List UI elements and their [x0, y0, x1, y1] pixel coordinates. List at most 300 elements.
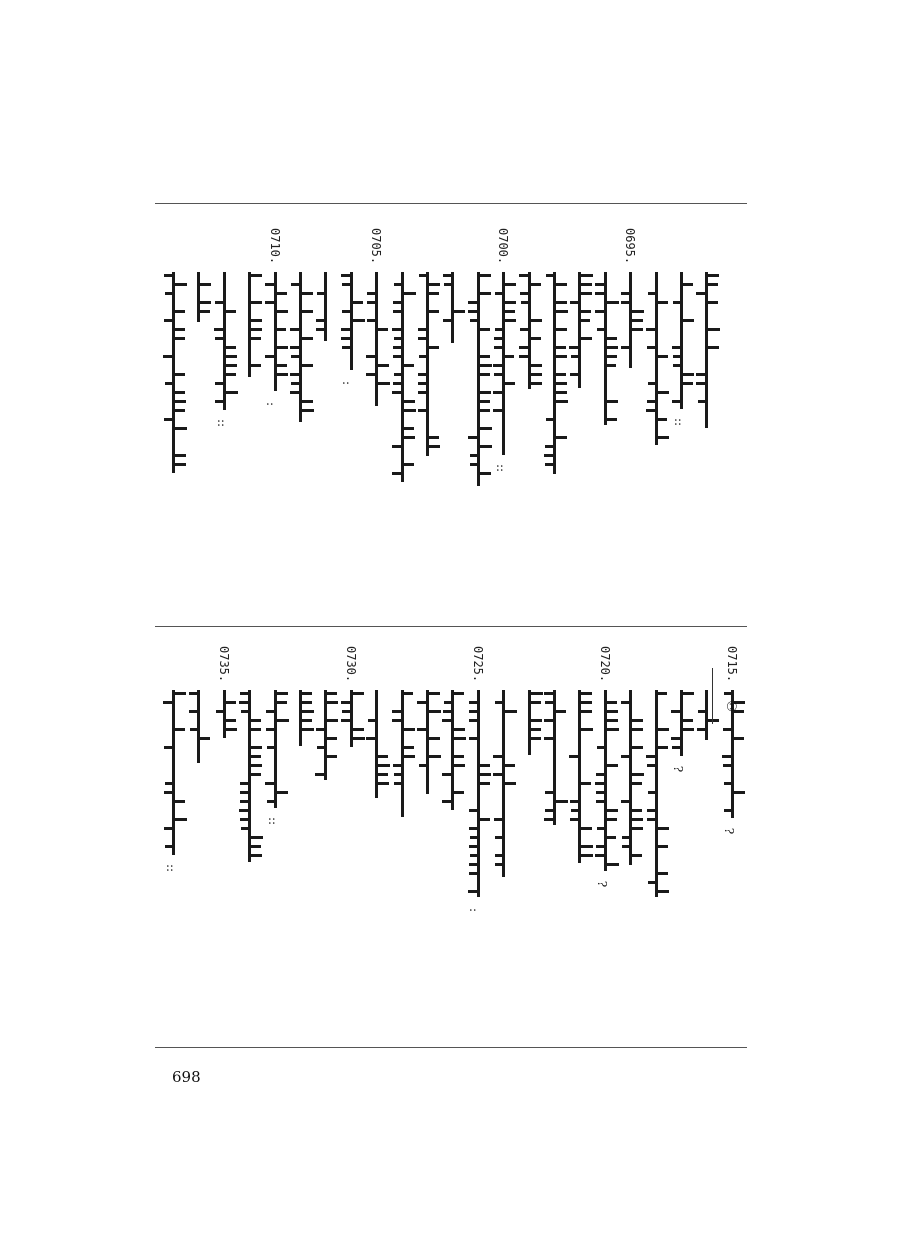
script-stem	[655, 690, 658, 897]
script-glyph	[404, 746, 414, 749]
script-glyph	[277, 346, 288, 349]
script-glyph	[444, 283, 451, 286]
script-glyph	[442, 719, 451, 722]
script-glyph	[240, 692, 248, 695]
script-glyph	[581, 283, 592, 286]
script-glyph	[393, 355, 401, 358]
script-glyph	[240, 791, 248, 794]
script-glyph	[545, 445, 553, 448]
script-glyph	[342, 310, 350, 313]
script-glyph	[647, 818, 655, 821]
script-glyph	[341, 337, 350, 340]
lower-column	[696, 690, 716, 740]
script-stem	[629, 690, 632, 865]
script-stem	[324, 272, 327, 341]
script-glyph	[595, 782, 604, 785]
script-glyph	[164, 418, 172, 421]
script-glyph	[454, 755, 464, 758]
script-glyph	[290, 328, 299, 331]
script-glyph	[190, 728, 197, 731]
script-glyph	[226, 391, 238, 394]
upper-column	[392, 272, 412, 482]
script-glyph	[531, 692, 543, 695]
script-glyph	[290, 346, 299, 349]
script-glyph	[495, 701, 502, 704]
upper-column	[263, 272, 285, 407]
punctuation-mark: ?	[671, 765, 686, 773]
script-glyph	[215, 301, 223, 304]
script-glyph	[342, 346, 350, 349]
script-glyph	[429, 436, 439, 439]
script-glyph	[632, 728, 643, 731]
script-stem	[477, 690, 480, 897]
script-stem	[375, 272, 378, 406]
script-stem	[426, 690, 429, 794]
script-glyph	[429, 292, 439, 295]
upper-column	[315, 272, 335, 341]
script-glyph	[696, 382, 705, 385]
script-glyph	[546, 274, 553, 277]
script-glyph	[251, 746, 262, 749]
script-glyph	[353, 319, 365, 322]
script-glyph	[277, 791, 288, 794]
punctuation-mark: ::	[265, 816, 280, 826]
script-glyph	[418, 337, 426, 340]
script-glyph	[581, 692, 592, 695]
script-glyph	[495, 836, 502, 839]
script-glyph	[658, 872, 668, 875]
lower-column	[646, 690, 666, 897]
script-glyph	[367, 292, 375, 295]
script-glyph	[658, 728, 669, 731]
script-glyph	[495, 328, 502, 331]
script-glyph	[378, 382, 390, 385]
script-glyph	[596, 791, 604, 794]
script-glyph	[581, 337, 592, 340]
middle-rule	[155, 626, 747, 627]
script-glyph	[696, 373, 705, 376]
script-glyph	[442, 773, 451, 776]
script-glyph	[470, 463, 477, 466]
script-glyph	[164, 319, 172, 322]
line-number: 0700.	[496, 228, 511, 265]
script-glyph	[277, 364, 287, 367]
script-glyph	[251, 274, 262, 277]
script-glyph	[683, 382, 693, 385]
script-glyph	[647, 764, 655, 767]
script-glyph	[404, 292, 416, 295]
punctuation-mark: ::	[494, 463, 509, 473]
page-number: 698	[172, 1068, 201, 1086]
script-glyph	[646, 755, 655, 758]
script-glyph	[658, 692, 667, 695]
lower-column	[671, 690, 691, 773]
script-glyph	[556, 382, 567, 385]
script-glyph	[493, 755, 502, 758]
line-number: 0725.	[470, 646, 485, 683]
script-glyph	[632, 328, 643, 331]
script-glyph	[556, 400, 568, 403]
script-glyph	[419, 274, 426, 277]
script-glyph	[290, 373, 299, 376]
script-glyph	[734, 737, 744, 740]
bottom-rule	[155, 1047, 747, 1048]
script-glyph	[480, 782, 490, 785]
script-stem	[502, 272, 505, 455]
script-glyph	[480, 472, 491, 475]
script-glyph	[607, 355, 617, 358]
script-glyph	[175, 391, 185, 394]
script-glyph	[658, 845, 668, 848]
script-glyph	[683, 728, 694, 731]
line-number: 0735.	[216, 646, 231, 683]
script-glyph	[545, 809, 553, 812]
lower-column	[163, 690, 183, 873]
script-glyph	[673, 364, 680, 367]
script-glyph	[658, 890, 669, 893]
upper-column	[339, 272, 361, 386]
lower-column	[544, 690, 564, 825]
lower-column	[595, 690, 615, 888]
script-glyph	[544, 719, 553, 722]
script-glyph	[353, 301, 363, 304]
script-glyph	[277, 701, 287, 704]
script-glyph	[647, 809, 655, 812]
script-glyph	[683, 719, 693, 722]
script-glyph	[418, 373, 426, 376]
script-glyph	[505, 382, 515, 385]
script-glyph	[429, 710, 441, 713]
script-glyph	[596, 845, 604, 848]
script-glyph	[316, 319, 324, 322]
upper-column	[417, 272, 437, 456]
script-glyph	[251, 836, 263, 839]
script-glyph	[366, 373, 375, 376]
script-glyph	[470, 854, 477, 857]
script-glyph	[175, 373, 185, 376]
script-glyph	[341, 701, 350, 704]
script-glyph	[240, 800, 248, 803]
script-glyph	[622, 845, 629, 848]
script-glyph	[394, 337, 401, 340]
lower-column	[214, 690, 234, 738]
script-glyph	[469, 872, 477, 875]
script-glyph	[429, 692, 440, 695]
script-glyph	[519, 355, 528, 358]
script-glyph	[454, 692, 464, 695]
script-glyph	[392, 710, 401, 713]
lower-column	[466, 690, 488, 913]
script-glyph	[216, 710, 223, 713]
script-glyph	[648, 382, 655, 385]
script-glyph	[546, 418, 553, 421]
script-glyph	[215, 382, 223, 385]
script-glyph	[505, 782, 516, 785]
script-glyph	[544, 454, 553, 457]
script-glyph	[493, 364, 502, 367]
script-glyph	[277, 292, 287, 295]
script-glyph	[266, 710, 274, 713]
script-glyph	[165, 845, 172, 848]
script-glyph	[658, 301, 668, 304]
script-glyph	[495, 292, 502, 295]
script-glyph	[581, 854, 593, 857]
script-glyph	[366, 737, 375, 740]
script-glyph	[480, 818, 490, 821]
script-glyph	[241, 710, 248, 713]
script-glyph	[251, 755, 261, 758]
script-glyph	[671, 737, 680, 740]
script-glyph	[570, 818, 578, 821]
punctuation-mark: ::	[214, 418, 229, 428]
script-glyph	[545, 791, 553, 794]
script-glyph	[277, 328, 286, 331]
script-glyph	[302, 364, 313, 367]
script-glyph	[697, 728, 705, 731]
script-glyph	[163, 701, 172, 704]
script-glyph	[597, 746, 604, 749]
script-glyph	[581, 827, 592, 830]
script-glyph	[163, 355, 172, 358]
script-glyph	[226, 373, 236, 376]
script-glyph	[581, 845, 593, 848]
script-glyph	[493, 773, 502, 776]
script-glyph	[226, 364, 237, 367]
script-glyph	[470, 836, 477, 839]
script-glyph	[632, 809, 642, 812]
script-stem	[451, 272, 454, 343]
script-glyph	[265, 782, 274, 785]
script-glyph	[607, 701, 617, 704]
script-glyph	[175, 310, 185, 313]
script-glyph	[658, 418, 667, 421]
lower-column	[569, 690, 589, 863]
upper-column	[696, 272, 716, 428]
upper-column	[493, 272, 513, 473]
script-glyph	[531, 364, 542, 367]
line-number: 0695.	[623, 228, 638, 265]
script-glyph	[531, 319, 542, 322]
script-glyph	[417, 728, 426, 731]
punctuation-mark: ::	[672, 417, 687, 427]
script-glyph	[251, 301, 262, 304]
script-glyph	[302, 337, 313, 340]
script-glyph	[302, 719, 312, 722]
script-glyph	[265, 283, 274, 286]
lower-column	[519, 690, 539, 755]
script-glyph	[505, 301, 516, 304]
script-glyph	[393, 301, 401, 304]
script-glyph	[556, 301, 567, 304]
script-glyph	[556, 310, 568, 313]
script-glyph	[454, 310, 465, 313]
script-glyph	[648, 292, 655, 295]
script-glyph	[571, 355, 578, 358]
script-glyph	[632, 854, 642, 857]
script-glyph	[239, 809, 248, 812]
script-glyph	[698, 400, 705, 403]
script-glyph	[621, 346, 629, 349]
script-glyph	[454, 764, 465, 767]
script-glyph	[607, 710, 618, 713]
script-glyph	[394, 773, 401, 776]
script-glyph	[277, 373, 288, 376]
script-glyph	[189, 692, 197, 695]
script-glyph	[531, 382, 542, 385]
script-glyph	[673, 355, 680, 358]
script-glyph	[302, 692, 312, 695]
script-glyph	[393, 346, 401, 349]
script-glyph	[544, 737, 553, 740]
script-glyph	[454, 728, 465, 731]
script-stem	[705, 272, 708, 428]
script-glyph	[429, 310, 439, 313]
script-stem	[477, 272, 480, 486]
script-glyph	[556, 283, 567, 286]
script-glyph	[495, 854, 502, 857]
script-glyph	[521, 301, 528, 304]
script-glyph	[469, 845, 477, 848]
script-glyph	[251, 764, 262, 767]
script-glyph	[429, 755, 441, 758]
script-glyph	[607, 863, 619, 866]
script-glyph	[544, 692, 553, 695]
script-glyph	[226, 346, 236, 349]
script-glyph	[658, 746, 668, 749]
script-glyph	[341, 719, 350, 722]
script-glyph	[607, 764, 618, 767]
script-glyph	[442, 800, 451, 803]
script-glyph	[621, 701, 629, 704]
script-glyph	[708, 328, 720, 331]
script-glyph	[480, 773, 491, 776]
upper-column	[163, 272, 183, 473]
script-glyph	[392, 445, 401, 448]
punctuation-mark: :	[263, 401, 278, 407]
script-glyph	[315, 773, 324, 776]
script-glyph	[581, 710, 592, 713]
lower-column	[315, 690, 335, 780]
script-glyph	[556, 800, 568, 803]
script-glyph	[581, 782, 591, 785]
script-glyph	[302, 701, 312, 704]
script-stem	[604, 690, 607, 871]
script-glyph	[165, 382, 172, 385]
lower-column	[366, 690, 386, 798]
script-glyph	[291, 382, 299, 385]
script-glyph	[724, 809, 731, 812]
script-glyph	[200, 737, 210, 740]
script-glyph	[595, 854, 604, 857]
script-glyph	[175, 283, 187, 286]
script-glyph	[556, 346, 566, 349]
script-glyph	[291, 283, 299, 286]
script-glyph	[239, 701, 248, 704]
script-glyph	[569, 346, 578, 349]
lower-column	[620, 690, 640, 865]
script-stem	[299, 690, 302, 746]
script-glyph	[724, 692, 731, 695]
upper-column	[366, 272, 386, 406]
script-glyph	[480, 409, 490, 412]
line-number: 0705.	[369, 228, 384, 265]
script-glyph	[175, 454, 186, 457]
script-glyph	[469, 809, 477, 812]
script-glyph	[251, 728, 261, 731]
script-glyph	[673, 301, 680, 304]
script-glyph	[327, 692, 337, 695]
script-glyph	[353, 692, 364, 695]
script-glyph	[607, 400, 618, 403]
script-glyph	[607, 719, 618, 722]
footnote-marker: ①	[726, 700, 738, 715]
script-glyph	[632, 746, 643, 749]
script-glyph	[647, 346, 655, 349]
punctuation-mark: :	[466, 907, 481, 913]
script-glyph	[581, 319, 590, 322]
script-glyph	[251, 854, 262, 857]
script-glyph	[266, 728, 274, 731]
script-glyph	[621, 292, 629, 295]
script-glyph	[480, 400, 490, 403]
script-glyph	[683, 373, 694, 376]
script-glyph	[531, 728, 541, 731]
script-glyph	[544, 818, 553, 821]
script-glyph	[672, 346, 680, 349]
script-glyph	[394, 373, 401, 376]
script-glyph	[341, 274, 350, 277]
script-glyph	[480, 364, 492, 367]
script-glyph	[505, 319, 516, 322]
script-glyph	[632, 827, 643, 830]
script-glyph	[277, 310, 288, 313]
script-glyph	[621, 301, 629, 304]
script-glyph	[214, 328, 223, 331]
script-glyph	[240, 782, 248, 785]
script-glyph	[468, 301, 477, 304]
script-glyph	[470, 319, 477, 322]
script-glyph	[175, 400, 186, 403]
script-glyph	[607, 418, 617, 421]
script-glyph	[581, 310, 591, 313]
script-glyph	[342, 283, 350, 286]
script-glyph	[378, 764, 390, 767]
script-glyph	[251, 319, 262, 322]
script-glyph	[404, 427, 414, 430]
script-glyph	[378, 755, 388, 758]
script-glyph	[597, 827, 604, 830]
script-glyph	[672, 746, 680, 749]
punctuation-mark: :	[339, 380, 354, 386]
punctuation-mark: ::	[164, 863, 179, 873]
script-glyph	[621, 755, 629, 758]
script-glyph	[531, 701, 541, 704]
script-stem	[680, 272, 683, 409]
script-glyph	[404, 755, 415, 758]
script-glyph	[556, 328, 567, 331]
script-glyph	[317, 292, 324, 295]
script-glyph	[404, 400, 415, 403]
script-glyph	[505, 355, 514, 358]
script-glyph	[418, 391, 426, 394]
script-glyph	[226, 355, 237, 358]
script-glyph	[480, 328, 490, 331]
script-glyph	[556, 710, 566, 713]
script-glyph	[291, 355, 299, 358]
script-glyph	[302, 292, 313, 295]
script-glyph	[545, 463, 553, 466]
script-glyph	[480, 292, 491, 295]
